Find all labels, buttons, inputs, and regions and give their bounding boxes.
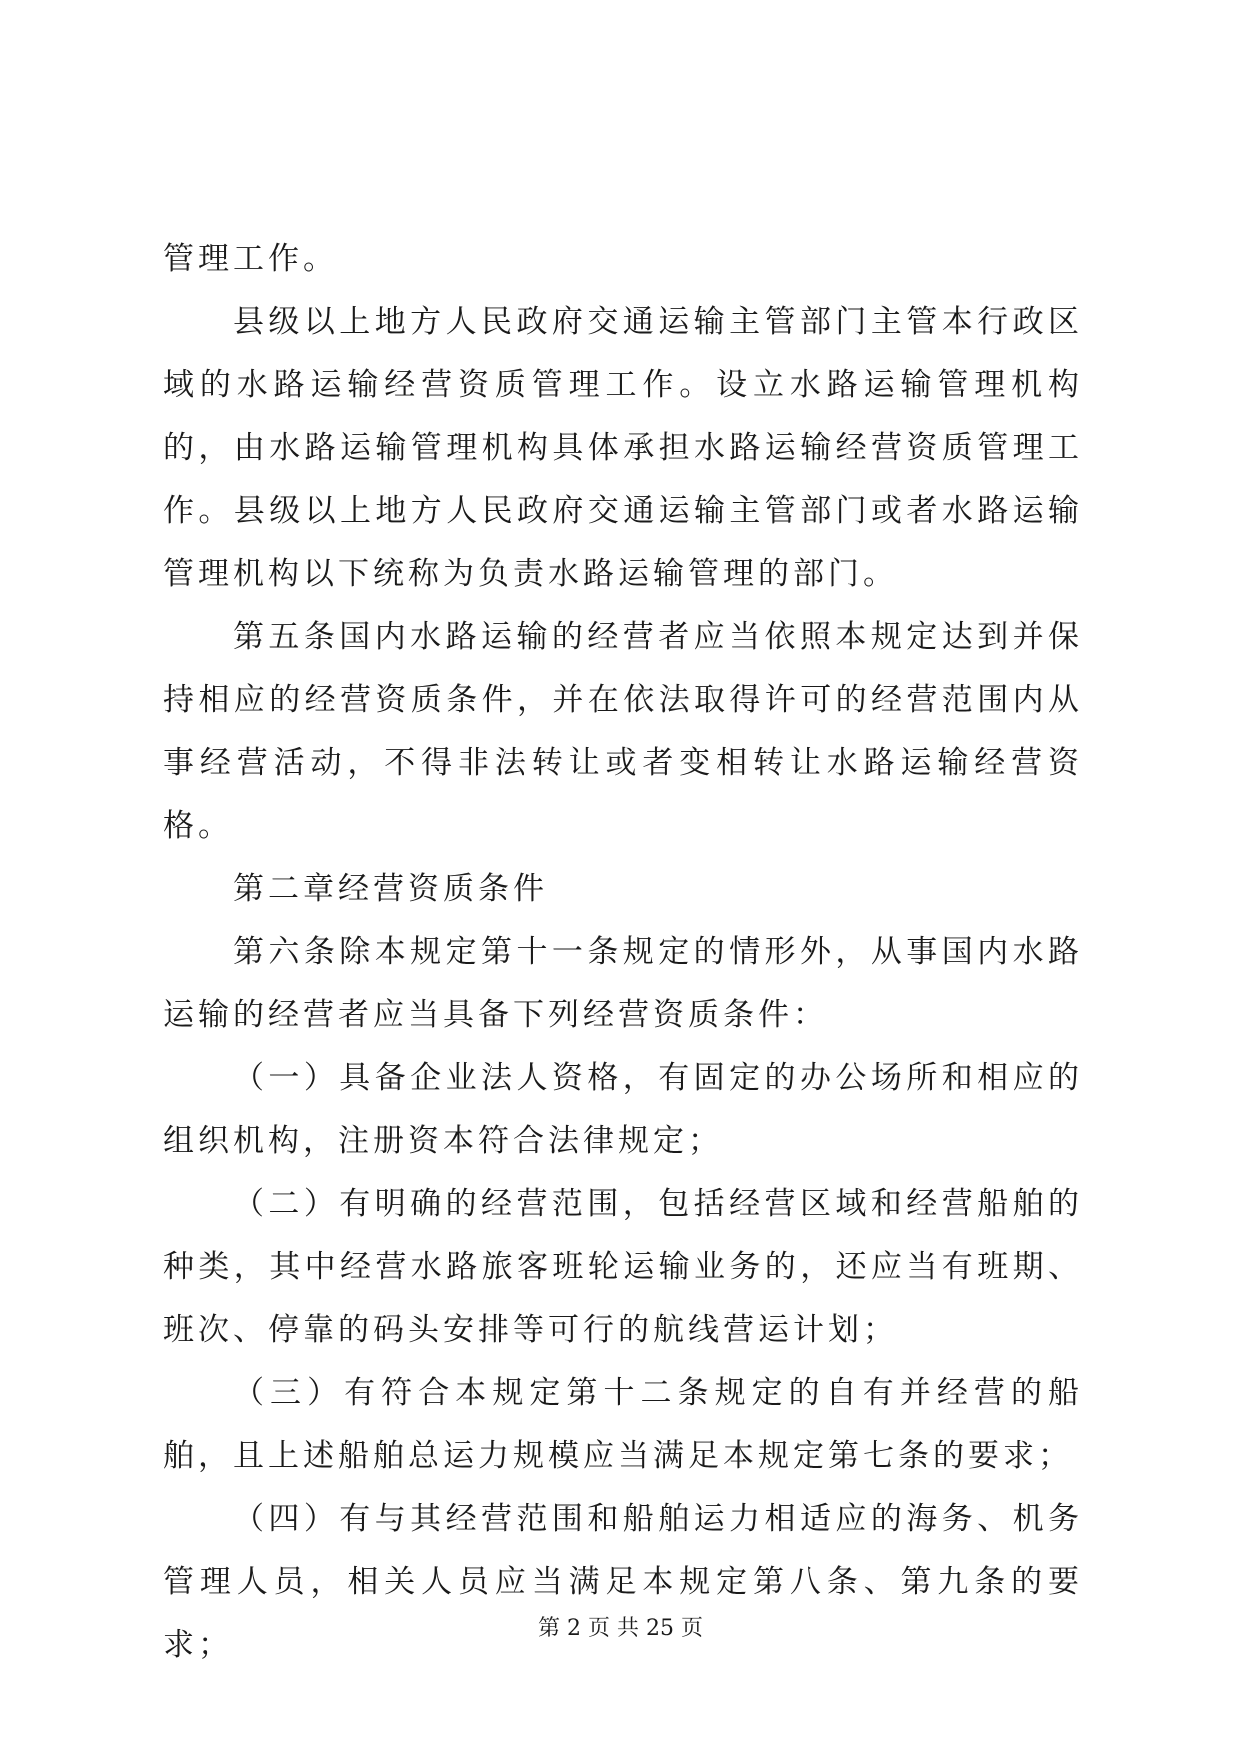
page-number-footer: 第 2 页 共 25 页 — [538, 1616, 703, 1641]
document-body — [163, 228, 1083, 1677]
paragraph-1: 管理工作。 — [163, 241, 338, 277]
paragraph-6: （一）具备企业法人资格，有固定的办公场所和相应的组织机构，注册资本符合法律规定； — [163, 1060, 1083, 1159]
paragraph-9: （四）有与其经营范围和船舶运力相适应的海务、机务管理人员，相关人员应当满足本规定第八条、第九条的要求； — [163, 1501, 1083, 1663]
paragraph-2: 县级以上地方人民政府交通运输主管部门主管本行政区域的水路运输经营资质管理工作。设立水路运输管理机构的，由水路运输管理机构具体承担水路运输经营资质管理工作。县级以上地方人民政府交通运输主管部门或者水路运输管理机构以下统称为负责水路运输管理的部门。 — [163, 304, 1083, 592]
paragraph-8: （三）有符合本规定第十二条规定的自有并经营的船舶，且上述船舶总运力规模应当满足本规定第七条的要求； — [163, 1375, 1083, 1474]
chapter-heading: 第二章经营资质条件 — [233, 871, 548, 907]
paragraph-3: 第五条国内水路运输的经营者应当依照本规定达到并保持相应的经营资质条件，并在依法取得许可的经营范围内从事经营活动，不得非法转让或者变相转让水路运输经营资格。 — [163, 619, 1083, 844]
paragraph-7: （二）有明确的经营范围，包括经营区域和经营船舶的种类，其中经营水路旅客班轮运输业务的，还应当有班期、班次、停靠的码头安排等可行的航线营运计划； — [163, 1186, 1083, 1348]
paragraph-5: 第六条除本规定第十一条规定的情形外，从事国内水路运输的经营者应当具备下列经营资质条件： — [163, 934, 1083, 1033]
